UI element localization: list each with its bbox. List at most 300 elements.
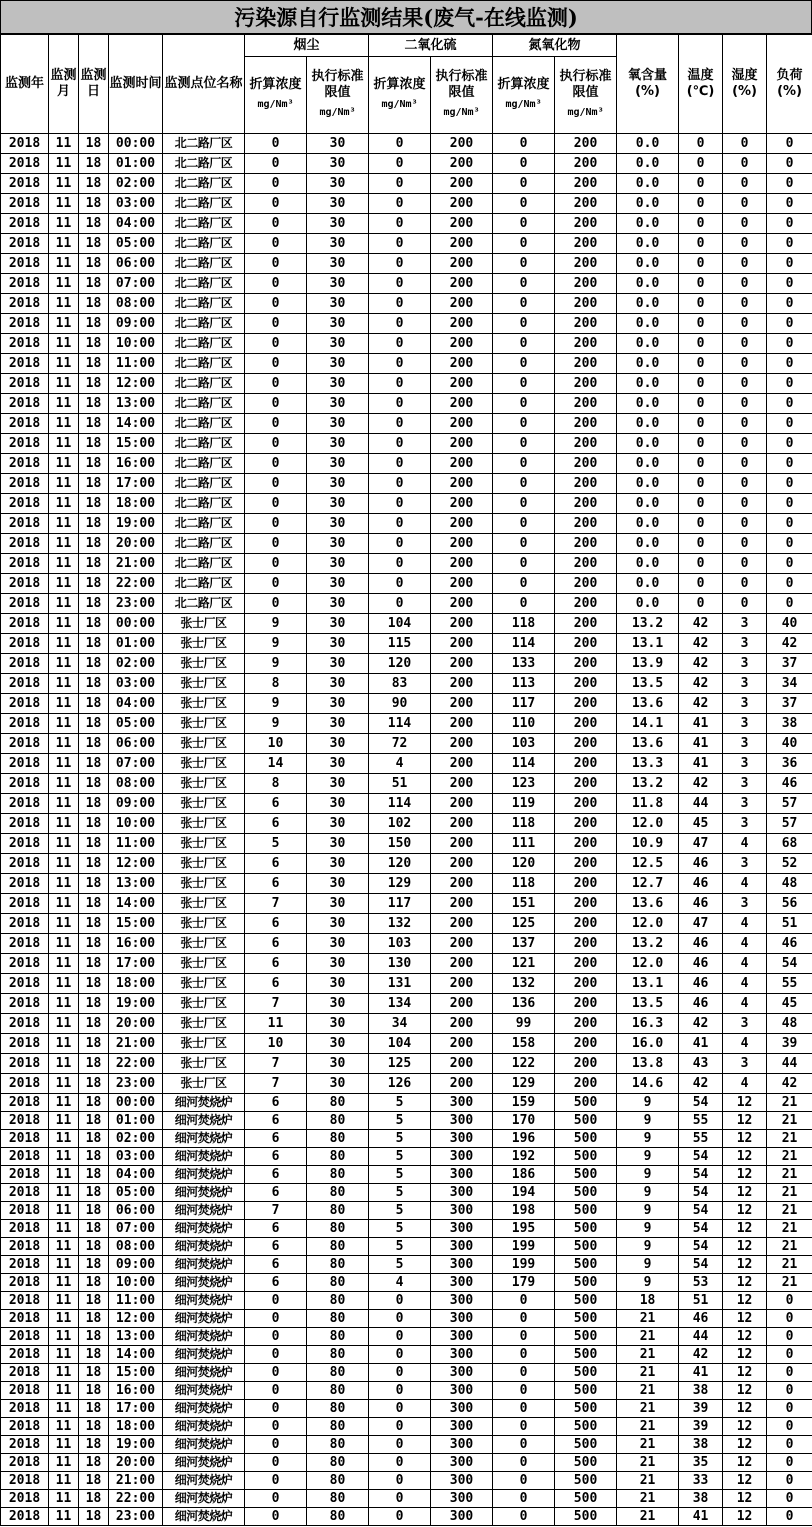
cell-load: 0 [767,1328,812,1346]
cell-oxygen: 9 [617,1184,679,1202]
cell-nox-conc: 0 [493,394,555,414]
cell-month: 11 [49,694,79,714]
cell-load: 37 [767,654,812,674]
cell-humidity: 12 [723,1202,767,1220]
cell-load: 51 [767,914,812,934]
cell-month: 11 [49,974,79,994]
table-row [1,694,812,714]
cell-year: 2018 [1,634,49,654]
cell-nox-conc: 0 [493,414,555,434]
cell-oxygen: 0.0 [617,294,679,314]
cell-dust-conc: 6 [245,794,307,814]
cell-dust-limit: 80 [307,1148,369,1166]
cell-year: 2018 [1,354,49,374]
cell-year: 2018 [1,554,49,574]
cell-day: 18 [79,694,109,714]
cell-day: 18 [79,1094,109,1112]
table-row [1,654,812,674]
cell-humidity: 3 [723,754,767,774]
cell-so2-limit: 200 [431,974,493,994]
cell-time: 07:00 [109,754,163,774]
cell-nox-limit: 200 [555,1014,617,1034]
cell-dust-conc: 6 [245,914,307,934]
cell-temperature: 45 [679,814,723,834]
cell-dust-conc: 9 [245,714,307,734]
cell-so2-conc: 0 [369,1472,431,1490]
cell-oxygen: 9 [617,1274,679,1292]
cell-temperature: 0 [679,514,723,534]
cell-so2-limit: 300 [431,1220,493,1238]
cell-temperature: 44 [679,1328,723,1346]
cell-time: 04:00 [109,694,163,714]
cell-dust-limit: 30 [307,274,369,294]
cell-humidity: 12 [723,1472,767,1490]
cell-site: 张士厂区 [163,734,245,754]
cell-time: 07:00 [109,1220,163,1238]
cell-nox-limit: 200 [555,494,617,514]
cell-load: 21 [767,1238,812,1256]
cell-load: 0 [767,494,812,514]
cell-month: 11 [49,634,79,654]
page-title: 污染源自行监测结果(废气-在线监测) [0,0,812,34]
cell-nox-conc: 0 [493,334,555,354]
cell-year: 2018 [1,134,49,154]
cell-oxygen: 0.0 [617,274,679,294]
cell-time: 12:00 [109,374,163,394]
cell-dust-conc: 6 [245,814,307,834]
cell-temperature: 0 [679,414,723,434]
cell-site: 细河焚烧炉 [163,1382,245,1400]
cell-nox-conc: 0 [493,1454,555,1472]
header-dust-limit: 执行标准限值 mg/Nm³ [307,57,369,134]
cell-year: 2018 [1,1400,49,1418]
cell-nox-conc: 122 [493,1054,555,1074]
table-row [1,1094,812,1112]
cell-nox-conc: 118 [493,814,555,834]
cell-day: 18 [79,274,109,294]
cell-so2-limit: 200 [431,494,493,514]
cell-day: 18 [79,1054,109,1074]
cell-dust-conc: 0 [245,254,307,274]
cell-oxygen: 0.0 [617,334,679,354]
table-row [1,554,812,574]
cell-nox-conc: 0 [493,154,555,174]
cell-dust-limit: 30 [307,834,369,854]
cell-time: 02:00 [109,654,163,674]
cell-so2-limit: 300 [431,1310,493,1328]
cell-site: 北二路厂区 [163,374,245,394]
cell-humidity: 0 [723,394,767,414]
cell-load: 36 [767,754,812,774]
cell-temperature: 41 [679,734,723,754]
cell-humidity: 4 [723,914,767,934]
cell-time: 11:00 [109,354,163,374]
cell-year: 2018 [1,714,49,734]
cell-site: 细河焚烧炉 [163,1436,245,1454]
cell-site: 北二路厂区 [163,174,245,194]
cell-year: 2018 [1,1238,49,1256]
cell-so2-limit: 200 [431,134,493,154]
cell-so2-conc: 0 [369,494,431,514]
cell-dust-conc: 0 [245,474,307,494]
cell-humidity: 0 [723,314,767,334]
cell-time: 06:00 [109,734,163,754]
cell-month: 11 [49,1472,79,1490]
cell-humidity: 4 [723,954,767,974]
cell-dust-conc: 7 [245,1202,307,1220]
cell-site: 北二路厂区 [163,394,245,414]
cell-load: 21 [767,1112,812,1130]
cell-year: 2018 [1,1220,49,1238]
cell-humidity: 12 [723,1418,767,1436]
cell-so2-conc: 34 [369,1014,431,1034]
cell-day: 18 [79,174,109,194]
cell-year: 2018 [1,574,49,594]
cell-year: 2018 [1,594,49,614]
cell-oxygen: 0.0 [617,534,679,554]
cell-nox-limit: 200 [555,414,617,434]
cell-year: 2018 [1,954,49,974]
cell-nox-limit: 500 [555,1256,617,1274]
cell-so2-limit: 300 [431,1256,493,1274]
cell-humidity: 0 [723,154,767,174]
cell-temperature: 0 [679,254,723,274]
cell-nox-limit: 500 [555,1436,617,1454]
cell-nox-conc: 0 [493,434,555,454]
cell-day: 18 [79,614,109,634]
header-site: 监测点位名称 [163,35,245,134]
cell-year: 2018 [1,794,49,814]
cell-day: 18 [79,654,109,674]
cell-site: 北二路厂区 [163,354,245,374]
cell-month: 11 [49,554,79,574]
cell-temperature: 0 [679,574,723,594]
cell-month: 11 [49,754,79,774]
cell-dust-conc: 0 [245,454,307,474]
cell-day: 18 [79,414,109,434]
table-row [1,674,812,694]
cell-temperature: 0 [679,474,723,494]
cell-time: 15:00 [109,434,163,454]
cell-year: 2018 [1,154,49,174]
cell-month: 11 [49,1238,79,1256]
cell-humidity: 3 [723,654,767,674]
cell-nox-conc: 0 [493,534,555,554]
cell-temperature: 46 [679,934,723,954]
cell-temperature: 42 [679,1346,723,1364]
cell-so2-conc: 125 [369,1054,431,1074]
cell-humidity: 12 [723,1328,767,1346]
cell-dust-limit: 30 [307,974,369,994]
cell-nox-conc: 117 [493,694,555,714]
header-day: 监测日 [79,35,109,134]
cell-dust-conc: 6 [245,1238,307,1256]
cell-so2-limit: 300 [431,1418,493,1436]
cell-month: 11 [49,1310,79,1328]
cell-so2-limit: 200 [431,1034,493,1054]
cell-site: 张士厂区 [163,794,245,814]
table-row [1,1238,812,1256]
cell-time: 16:00 [109,1382,163,1400]
cell-oxygen: 16.3 [617,1014,679,1034]
cell-oxygen: 13.6 [617,694,679,714]
cell-load: 0 [767,534,812,554]
cell-month: 11 [49,834,79,854]
cell-site: 北二路厂区 [163,154,245,174]
cell-load: 21 [767,1256,812,1274]
table-row [1,254,812,274]
cell-temperature: 0 [679,554,723,574]
cell-site: 北二路厂区 [163,474,245,494]
cell-month: 11 [49,154,79,174]
cell-month: 11 [49,1274,79,1292]
cell-time: 05:00 [109,714,163,734]
cell-time: 05:00 [109,1184,163,1202]
cell-so2-conc: 0 [369,394,431,414]
cell-so2-conc: 0 [369,194,431,214]
cell-nox-limit: 200 [555,1054,617,1074]
cell-load: 21 [767,1130,812,1148]
cell-site: 北二路厂区 [163,454,245,474]
cell-nox-conc: 132 [493,974,555,994]
cell-so2-limit: 200 [431,454,493,474]
cell-dust-limit: 30 [307,854,369,874]
cell-oxygen: 0.0 [617,494,679,514]
cell-month: 11 [49,814,79,834]
cell-month: 11 [49,1292,79,1310]
cell-dust-limit: 80 [307,1490,369,1508]
cell-site: 细河焚烧炉 [163,1274,245,1292]
cell-so2-limit: 200 [431,214,493,234]
cell-so2-conc: 114 [369,794,431,814]
cell-nox-limit: 500 [555,1274,617,1292]
cell-humidity: 4 [723,1074,767,1094]
cell-time: 19:00 [109,994,163,1014]
table-row [1,894,812,914]
header-humidity: 湿度(%) [723,35,767,134]
cell-nox-limit: 200 [555,514,617,534]
cell-load: 0 [767,1508,812,1526]
cell-oxygen: 0.0 [617,314,679,334]
cell-oxygen: 21 [617,1490,679,1508]
cell-dust-conc: 0 [245,334,307,354]
cell-nox-limit: 200 [555,814,617,834]
cell-so2-limit: 200 [431,994,493,1014]
cell-year: 2018 [1,194,49,214]
cell-so2-conc: 0 [369,154,431,174]
cell-so2-conc: 0 [369,1418,431,1436]
cell-time: 17:00 [109,474,163,494]
cell-dust-conc: 0 [245,574,307,594]
cell-dust-conc: 7 [245,894,307,914]
cell-dust-conc: 6 [245,874,307,894]
cell-day: 18 [79,1148,109,1166]
cell-year: 2018 [1,874,49,894]
cell-day: 18 [79,1328,109,1346]
cell-so2-limit: 200 [431,574,493,594]
table-row [1,754,812,774]
cell-time: 10:00 [109,334,163,354]
cell-humidity: 3 [723,614,767,634]
cell-day: 18 [79,1184,109,1202]
header-oxygen: 氧含量(%) [617,35,679,134]
cell-day: 18 [79,334,109,354]
cell-humidity: 0 [723,234,767,254]
cell-time: 08:00 [109,1238,163,1256]
cell-dust-limit: 80 [307,1184,369,1202]
cell-humidity: 12 [723,1112,767,1130]
cell-time: 09:00 [109,1256,163,1274]
table-row [1,1472,812,1490]
cell-site: 细河焚烧炉 [163,1472,245,1490]
cell-day: 18 [79,954,109,974]
monitoring-table [0,34,812,1526]
cell-nox-limit: 500 [555,1328,617,1346]
cell-time: 18:00 [109,494,163,514]
cell-so2-conc: 0 [369,374,431,394]
cell-humidity: 0 [723,574,767,594]
cell-nox-limit: 200 [555,234,617,254]
cell-day: 18 [79,134,109,154]
cell-nox-limit: 500 [555,1202,617,1220]
cell-nox-limit: 500 [555,1490,617,1508]
cell-dust-limit: 30 [307,634,369,654]
cell-so2-limit: 200 [431,1074,493,1094]
cell-load: 0 [767,174,812,194]
cell-nox-conc: 195 [493,1220,555,1238]
cell-so2-limit: 200 [431,714,493,734]
cell-so2-conc: 4 [369,1274,431,1292]
cell-humidity: 12 [723,1292,767,1310]
cell-day: 18 [79,494,109,514]
cell-humidity: 3 [723,694,767,714]
cell-so2-limit: 200 [431,634,493,654]
cell-temperature: 54 [679,1220,723,1238]
cell-site: 张士厂区 [163,674,245,694]
cell-so2-conc: 5 [369,1184,431,1202]
cell-year: 2018 [1,394,49,414]
cell-load: 0 [767,1418,812,1436]
cell-temperature: 35 [679,1454,723,1472]
cell-load: 46 [767,934,812,954]
cell-so2-limit: 300 [431,1094,493,1112]
cell-temperature: 46 [679,954,723,974]
cell-dust-limit: 80 [307,1310,369,1328]
cell-day: 18 [79,154,109,174]
cell-dust-limit: 30 [307,734,369,754]
cell-nox-limit: 500 [555,1292,617,1310]
cell-dust-conc: 0 [245,1418,307,1436]
cell-site: 张士厂区 [163,714,245,734]
cell-dust-limit: 80 [307,1436,369,1454]
cell-time: 17:00 [109,1400,163,1418]
cell-dust-conc: 6 [245,1220,307,1238]
cell-day: 18 [79,354,109,374]
cell-day: 18 [79,1130,109,1148]
cell-so2-conc: 0 [369,534,431,554]
cell-humidity: 4 [723,934,767,954]
cell-temperature: 39 [679,1400,723,1418]
cell-site: 张士厂区 [163,834,245,854]
cell-nox-conc: 0 [493,134,555,154]
cell-year: 2018 [1,774,49,794]
cell-dust-limit: 80 [307,1382,369,1400]
cell-month: 11 [49,1490,79,1508]
cell-year: 2018 [1,734,49,754]
cell-oxygen: 12.0 [617,814,679,834]
cell-time: 22:00 [109,574,163,594]
cell-dust-limit: 80 [307,1328,369,1346]
cell-year: 2018 [1,314,49,334]
cell-month: 11 [49,794,79,814]
cell-temperature: 54 [679,1184,723,1202]
cell-site: 细河焚烧炉 [163,1202,245,1220]
cell-dust-limit: 30 [307,774,369,794]
cell-site: 北二路厂区 [163,574,245,594]
cell-year: 2018 [1,174,49,194]
cell-humidity: 3 [723,894,767,914]
cell-dust-limit: 30 [307,314,369,334]
cell-so2-limit: 200 [431,194,493,214]
cell-temperature: 46 [679,894,723,914]
cell-so2-limit: 200 [431,914,493,934]
cell-dust-limit: 80 [307,1400,369,1418]
cell-so2-conc: 0 [369,1328,431,1346]
cell-oxygen: 0.0 [617,414,679,434]
header-group-dust: 烟尘 [245,35,369,57]
cell-so2-conc: 120 [369,854,431,874]
cell-day: 18 [79,754,109,774]
cell-oxygen: 13.9 [617,654,679,674]
cell-temperature: 38 [679,1382,723,1400]
cell-site: 细河焚烧炉 [163,1328,245,1346]
cell-month: 11 [49,314,79,334]
cell-oxygen: 0.0 [617,234,679,254]
cell-temperature: 46 [679,1310,723,1328]
cell-site: 张士厂区 [163,694,245,714]
cell-time: 03:00 [109,1148,163,1166]
cell-temperature: 42 [679,614,723,634]
cell-nox-conc: 0 [493,474,555,494]
cell-temperature: 55 [679,1130,723,1148]
cell-so2-limit: 200 [431,394,493,414]
cell-dust-limit: 80 [307,1094,369,1112]
cell-so2-conc: 0 [369,1292,431,1310]
cell-nox-limit: 200 [555,594,617,614]
cell-load: 0 [767,454,812,474]
cell-so2-limit: 200 [431,1054,493,1074]
cell-nox-conc: 133 [493,654,555,674]
cell-year: 2018 [1,934,49,954]
cell-day: 18 [79,634,109,654]
cell-load: 55 [767,974,812,994]
cell-so2-limit: 300 [431,1346,493,1364]
cell-humidity: 12 [723,1454,767,1472]
cell-nox-limit: 200 [555,874,617,894]
cell-nox-conc: 120 [493,854,555,874]
cell-year: 2018 [1,294,49,314]
cell-nox-conc: 196 [493,1130,555,1148]
cell-time: 11:00 [109,1292,163,1310]
cell-dust-conc: 8 [245,674,307,694]
cell-oxygen: 13.6 [617,734,679,754]
cell-year: 2018 [1,1074,49,1094]
cell-year: 2018 [1,534,49,554]
cell-nox-limit: 200 [555,254,617,274]
cell-so2-conc: 134 [369,994,431,1014]
cell-dust-limit: 30 [307,554,369,574]
cell-month: 11 [49,1436,79,1454]
